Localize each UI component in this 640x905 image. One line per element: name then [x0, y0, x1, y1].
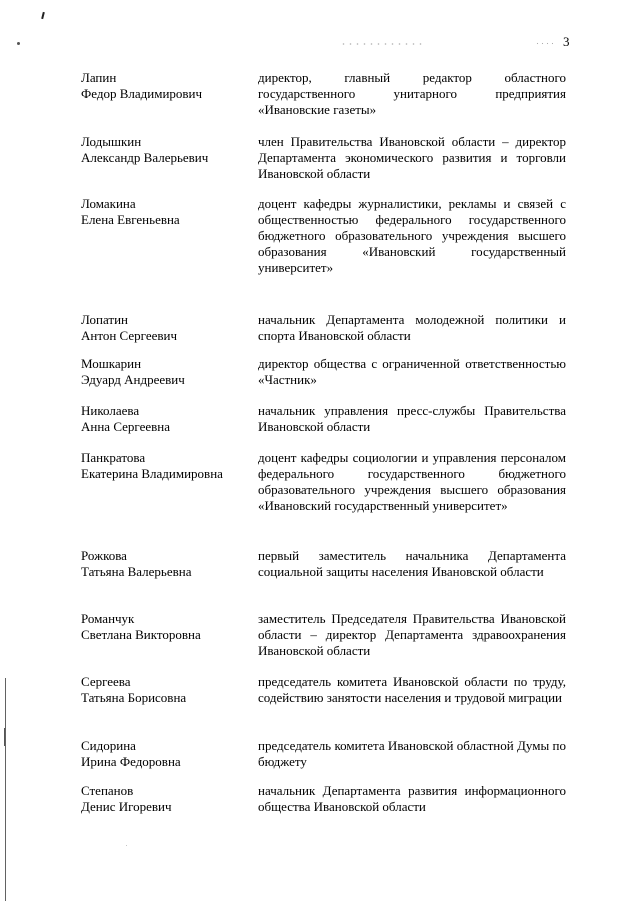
member-position: доцент кафедры журналистики, рекламы и связей с общественностью федерального государственного бюджетного образовательного учреждения высшего образования «Ивановский государственный университет»: [258, 196, 566, 275]
member-surname: Романчук: [81, 611, 135, 626]
person-name: [81, 134, 257, 166]
member-position: начальник Департамента молодежной политики и спорта Ивановской области: [258, 312, 566, 343]
member-position: доцент кафедры социологии и управления персоналом федерального государственного бюджетного образовательного учреждения высшего образования «Ивановский государственный университет»: [258, 450, 566, 513]
member-given-names: Эдуард Андреевич: [81, 372, 185, 387]
member-surname: Лапин: [81, 70, 117, 85]
person-name: [81, 356, 257, 388]
member-position: начальник Департамента развития информационного общества Ивановской области: [258, 783, 566, 814]
header-scan-dots: [340, 42, 422, 46]
member-surname: Рожкова: [81, 548, 127, 563]
member-position: председатель комитета Ивановской областной Думы по бюджету: [258, 738, 566, 769]
member-given-names: Денис Игоревич: [81, 799, 172, 814]
member-surname: Лодышкин: [81, 134, 142, 149]
person-name: [81, 548, 257, 580]
member-surname: Сергеева: [81, 674, 131, 689]
scan-edge-mark: [4, 728, 5, 746]
person-name: [81, 70, 257, 102]
member-surname: Мошкарин: [81, 356, 142, 371]
scan-speck: [126, 845, 127, 846]
member-position: председатель комитета Ивановской области по труду, содействию занятости населения и трудовой миграции: [258, 674, 566, 705]
scan-edge-line: [5, 678, 6, 901]
header-scan-dots-right: [535, 42, 553, 45]
member-given-names: Татьяна Валерьевна: [81, 564, 192, 579]
member-surname: Лопатин: [81, 312, 128, 327]
scan-mark: [41, 12, 45, 19]
member-position: первый заместитель начальника Департамента социальной защиты населения Ивановской области: [258, 548, 566, 579]
person-name: [81, 611, 257, 643]
scan-speck: [17, 42, 20, 45]
member-given-names: Ирина Федоровна: [81, 754, 181, 769]
page-number: 3: [563, 34, 570, 49]
member-surname: Ломакина: [81, 196, 136, 211]
member-surname: Николаева: [81, 403, 140, 418]
member-position: директор, главный редактор областного государственного унитарного предприятия «Ивановские газеты»: [258, 70, 566, 117]
person-name: [81, 783, 257, 815]
member-given-names: Федор Владимирович: [81, 86, 203, 101]
person-name: [81, 674, 257, 706]
member-given-names: Антон Сергеевич: [81, 328, 177, 343]
person-name: [81, 450, 257, 482]
member-position: заместитель Председателя Правительства Ивановской области – директор Департамента здравоохранения Ивановской области: [258, 611, 566, 658]
member-surname: Степанов: [81, 783, 134, 798]
person-name: [81, 738, 257, 770]
member-given-names: Александр Валерьевич: [81, 150, 209, 165]
member-surname: Панкратова: [81, 450, 146, 465]
member-position: начальник управления пресс-службы Правительства Ивановской области: [258, 403, 566, 434]
member-given-names: Елена Евгеньевна: [81, 212, 180, 227]
member-given-names: Анна Сергеевна: [81, 419, 170, 434]
person-name: [81, 312, 257, 344]
member-position: директор общества с ограниченной ответственностью «Частник»: [258, 356, 566, 387]
member-given-names: Екатерина Владимировна: [81, 466, 223, 481]
member-position: член Правительства Ивановской области – директор Департамента экономического развития и торговли Ивановской области: [258, 134, 566, 181]
person-name: [81, 196, 257, 228]
member-given-names: Татьяна Борисовна: [81, 690, 187, 705]
member-given-names: Светлана Викторовна: [81, 627, 201, 642]
member-surname: Сидорина: [81, 738, 136, 753]
person-name: [81, 403, 257, 435]
